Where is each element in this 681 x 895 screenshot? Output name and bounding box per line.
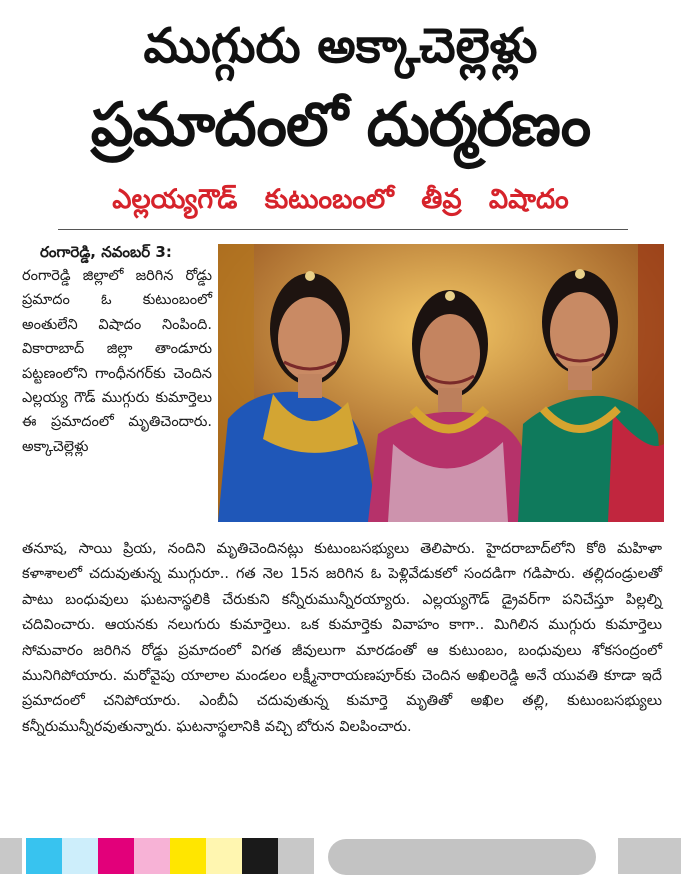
color-swatch	[170, 838, 206, 874]
three-sisters-photo	[218, 244, 664, 522]
color-swatch	[26, 838, 62, 874]
article-paragraph-narrow: రంగారెడ్డి జిల్లాలో జరిగిన రోడ్డు ప్రమాదం ఓ కుటుంబంలో అంతులేని విషాదం నింపింది. వికారాబాద్ జిల్లా తాండూరు పట్టణంలోని గాంధీనగర్‌కు చెందిన ఎల్లయ్య గౌడ్ ముగ్గురు కుమార్తెలు ఈ ప్రమాదంలో మృతిచెందారు. అక్కాచెల్లెళ్లు	[22, 268, 212, 455]
dateline: రంగారెడ్డి, నవంబర్ 3:	[40, 243, 172, 261]
subheadline: ఎల్లయ్యగౌడ్ కుటుంబంలో తీవ్ర విషాదం	[112, 184, 569, 215]
headline-divider	[58, 229, 628, 230]
color-swatch	[618, 838, 681, 874]
color-swatch	[242, 838, 278, 874]
headline-line-2: ప్రమాదంలో దుర్మరణం	[90, 90, 591, 160]
color-swatch	[0, 838, 22, 874]
headline-line-1: ముగ్గురు అక్కాచెల్లెళ్లు	[143, 18, 538, 74]
color-swatch	[278, 838, 314, 874]
color-swatch	[134, 838, 170, 874]
color-swatch	[206, 838, 242, 874]
color-swatch	[98, 838, 134, 874]
color-swatch	[62, 838, 98, 874]
grey-registration-pill	[328, 839, 596, 875]
article-body-full-width	[22, 537, 662, 740]
article-paragraph-wide: తనూష, సాయి ప్రియ, నందిని మృతిచెందినట్లు కుటుంబసభ్యులు తెలిపారు. హైదరాబాద్‌లోని కోఠి మహిళా కళాశాలలో చదువుతున్న ముగ్గురూ.. గత నెల 15న జరిగిన ఓ పెళ్లివేడుకలో సందడిగా గడిపారు. తల్లిదండ్రులతో పాటు బంధువులు ఘటనాస్థలికి చేరుకుని కన్నీరుమున్నీరయ్యారు. ఎల్లయ్యగౌడ్ డ్రైవర్‌గా పనిచేస్తూ పిల్లల్ని చదివించారు. ఆయనకు నలుగురు కుమార్తెలు. ఒక కుమార్తెకు వివాహం కాగా.. మిగిలిన ముగ్గురు కుమార్తెలు సోమవారం జరిగిన రోడ్డు ప్రమాదంలో విగత జీవులుగా మారడంతో ఆ కుటుంబం, బంధువులు శోకసంద్రంలో మునిగిపోయారు. మరోవైపు యాలాల మండలం లక్ష్మీనారాయణపూర్‌కు చెందిన అఖిలరెడ్డి అనే యువతి కూడా ఇదే ప్రమాదంలో చనిపోయారు. ఎంబీఏ చదువుతున్న కుమార్తె మృతితో అఖిల తల్లి, కుటుంబసభ్యులు కన్నీరుమున్నీరవుతున్నారు. ఘటనాస్థలానికి వచ్చి బోరున విలపించారు.	[22, 541, 662, 735]
article-body-column	[22, 264, 212, 459]
